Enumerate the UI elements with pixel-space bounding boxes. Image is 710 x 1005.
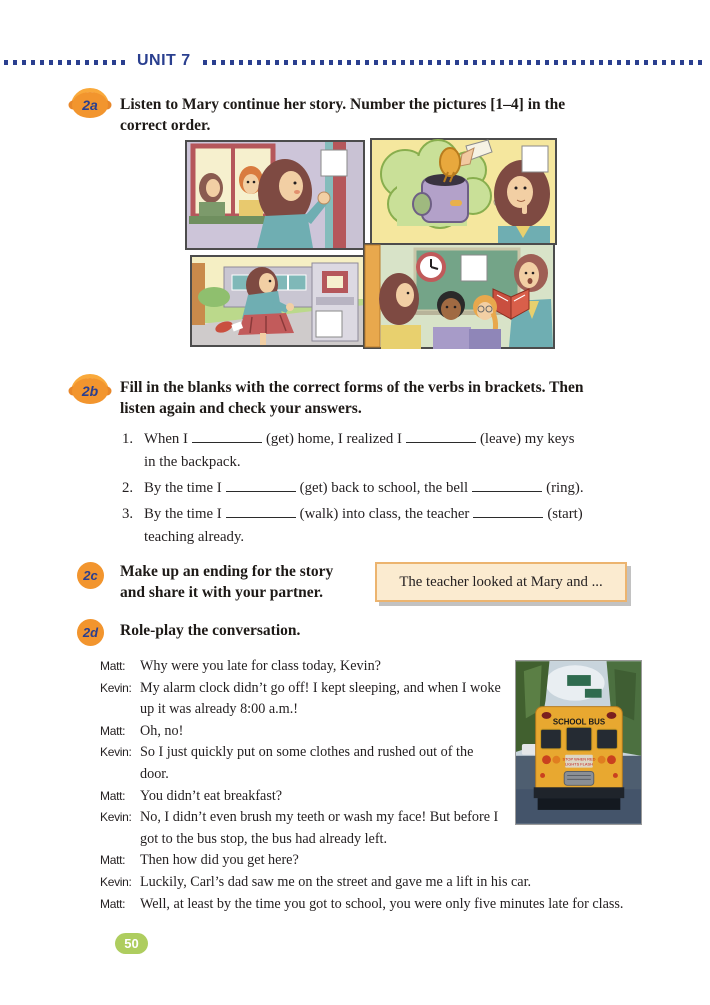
picture-panel-running-to-school — [190, 255, 367, 347]
instruction-2b-line2: listen again and check your answers. — [120, 400, 362, 417]
badge-label: 2c — [83, 568, 98, 583]
exercise-item-2 — [122, 477, 636, 500]
speaker-label: Kevin: — [100, 874, 132, 889]
item-text: By the time I — [144, 480, 222, 496]
dialogue-turn — [100, 894, 642, 916]
dialogue-text: Oh, no! — [140, 722, 184, 739]
prompt-text: The teacher looked at Mary and ... — [399, 573, 603, 590]
blank-field[interactable] — [226, 479, 296, 492]
bus-sign-line1: STOP WHEN RED — [562, 756, 596, 762]
unit-title: UNIT 7 — [137, 52, 191, 69]
school-bus-rear — [534, 707, 625, 810]
exercise-item-1 — [122, 428, 636, 474]
instruction-2a — [120, 94, 600, 136]
badge-label: 2b — [81, 383, 99, 399]
dialogue-text: No, I didn’t even brush my teeth or wash my face! But before I got to the bus stop, the bus had already left. — [140, 809, 499, 847]
activity-badge-2a — [72, 92, 108, 118]
header-dotted-rule-right — [203, 60, 706, 65]
picture-panel-classroom — [363, 243, 555, 349]
dialogue-text: Luckily, Carl’s dad saw me on the street and gave me a lift in his car. — [140, 873, 532, 890]
dialogue-text: So I just quickly put on some clothes and rushed out of the door. — [140, 744, 474, 782]
item-text: (get) home, I realized I — [265, 431, 402, 447]
instruction-2d-title: Role-play the conversation. — [120, 622, 301, 639]
answer-box-panel-top-right[interactable] — [321, 150, 347, 176]
activity-badge-2d — [77, 619, 104, 646]
item-number: 1. — [122, 431, 134, 447]
instruction-2b-line1: Fill in the blanks with the correct forms of the verbs in brackets. Then — [120, 379, 584, 396]
exercise-item-3 — [122, 503, 636, 549]
dialogue-turn — [100, 872, 642, 894]
speaker-label: Kevin: — [100, 745, 132, 760]
dialogue-text: You didn’t eat breakfast? — [140, 787, 283, 804]
dialogue-text: Why were you late for class today, Kevin? — [140, 658, 381, 674]
dialogue-text: My alarm clock didn’t go off! I kept sleeping, and when I woke up it was already 8:00 a.m.! — [140, 679, 501, 718]
blank-field[interactable] — [192, 430, 262, 443]
answer-box-panel-top[interactable] — [461, 255, 487, 281]
item-number: 3. — [122, 506, 134, 522]
instruction-2c — [120, 561, 380, 603]
wall-clock — [418, 254, 444, 280]
dialogue-turn — [100, 850, 642, 872]
item-text: (walk) into class, the teacher — [299, 506, 470, 522]
speaker-label: Matt: — [100, 659, 126, 673]
picture-panel-knocking-door — [185, 140, 365, 250]
instruction-2b — [120, 377, 620, 419]
instruction-2c-line2: and share it with your partner. — [120, 584, 323, 601]
speaker-label: Matt: — [100, 853, 126, 868]
instruction-2c-line1: Make up an ending for the story — [120, 563, 334, 580]
answer-box-panel-top-right[interactable] — [522, 146, 548, 172]
answer-box-panel-bottom-right[interactable] — [316, 311, 342, 337]
highway-sign — [567, 675, 591, 686]
item-text: (leave) my keys — [479, 431, 575, 447]
speaker-label: Matt: — [100, 723, 126, 738]
speaker-label: Matt: — [100, 788, 126, 803]
item-text: When I — [144, 431, 188, 447]
badge-label: 2a — [82, 97, 98, 113]
role-play-dialogue — [100, 656, 642, 915]
speaker-label: Kevin: — [100, 680, 132, 695]
instruction-2d — [120, 620, 520, 641]
item-continuation: teaching already. — [144, 529, 245, 545]
page-number-badge — [115, 933, 148, 954]
item-number: 2. — [122, 480, 134, 496]
bus-sign-line2: LIGHTS FLASH — [565, 761, 593, 767]
item-text: (start) — [547, 506, 583, 522]
fill-in-blanks-exercise — [122, 428, 636, 552]
item-text: (ring). — [546, 480, 584, 496]
mary-thinking — [494, 160, 550, 245]
instruction-2a-line1: Listen to Mary continue her story. Number the pictures [1–4] in the — [120, 96, 566, 113]
dialogue-text: Well, at least by the time you got to school, you were only five minutes late for class. — [140, 895, 624, 912]
item-text: (get) back to school, the bell — [299, 480, 469, 496]
instruction-2a-line2: correct order. — [120, 117, 211, 134]
car-behind — [522, 744, 537, 755]
header-dotted-rule-left — [4, 60, 130, 65]
blank-field[interactable] — [226, 505, 296, 518]
activity-badge-2b — [72, 378, 108, 404]
story-pictures — [185, 138, 557, 359]
blank-field[interactable] — [406, 430, 476, 443]
badge-label: 2d — [82, 625, 99, 640]
bus-top-label: SCHOOL BUS — [552, 717, 606, 727]
school-bus-photo — [515, 660, 642, 825]
story-ending-prompt-box — [375, 562, 627, 602]
item-continuation: in the backpack. — [144, 454, 241, 470]
blank-field[interactable] — [472, 479, 542, 492]
speaker-label: Matt: — [100, 896, 126, 911]
speaker-label: Kevin: — [100, 810, 132, 825]
blank-field[interactable] — [473, 505, 543, 518]
highway-sign — [585, 689, 602, 698]
bumper — [534, 787, 625, 798]
item-text: By the time I — [144, 506, 222, 522]
picture-panel-keys-thought — [370, 138, 557, 245]
page-number: 50 — [124, 936, 139, 951]
dialogue-text: Then how did you get here? — [140, 852, 299, 869]
activity-badge-2c — [77, 562, 104, 589]
